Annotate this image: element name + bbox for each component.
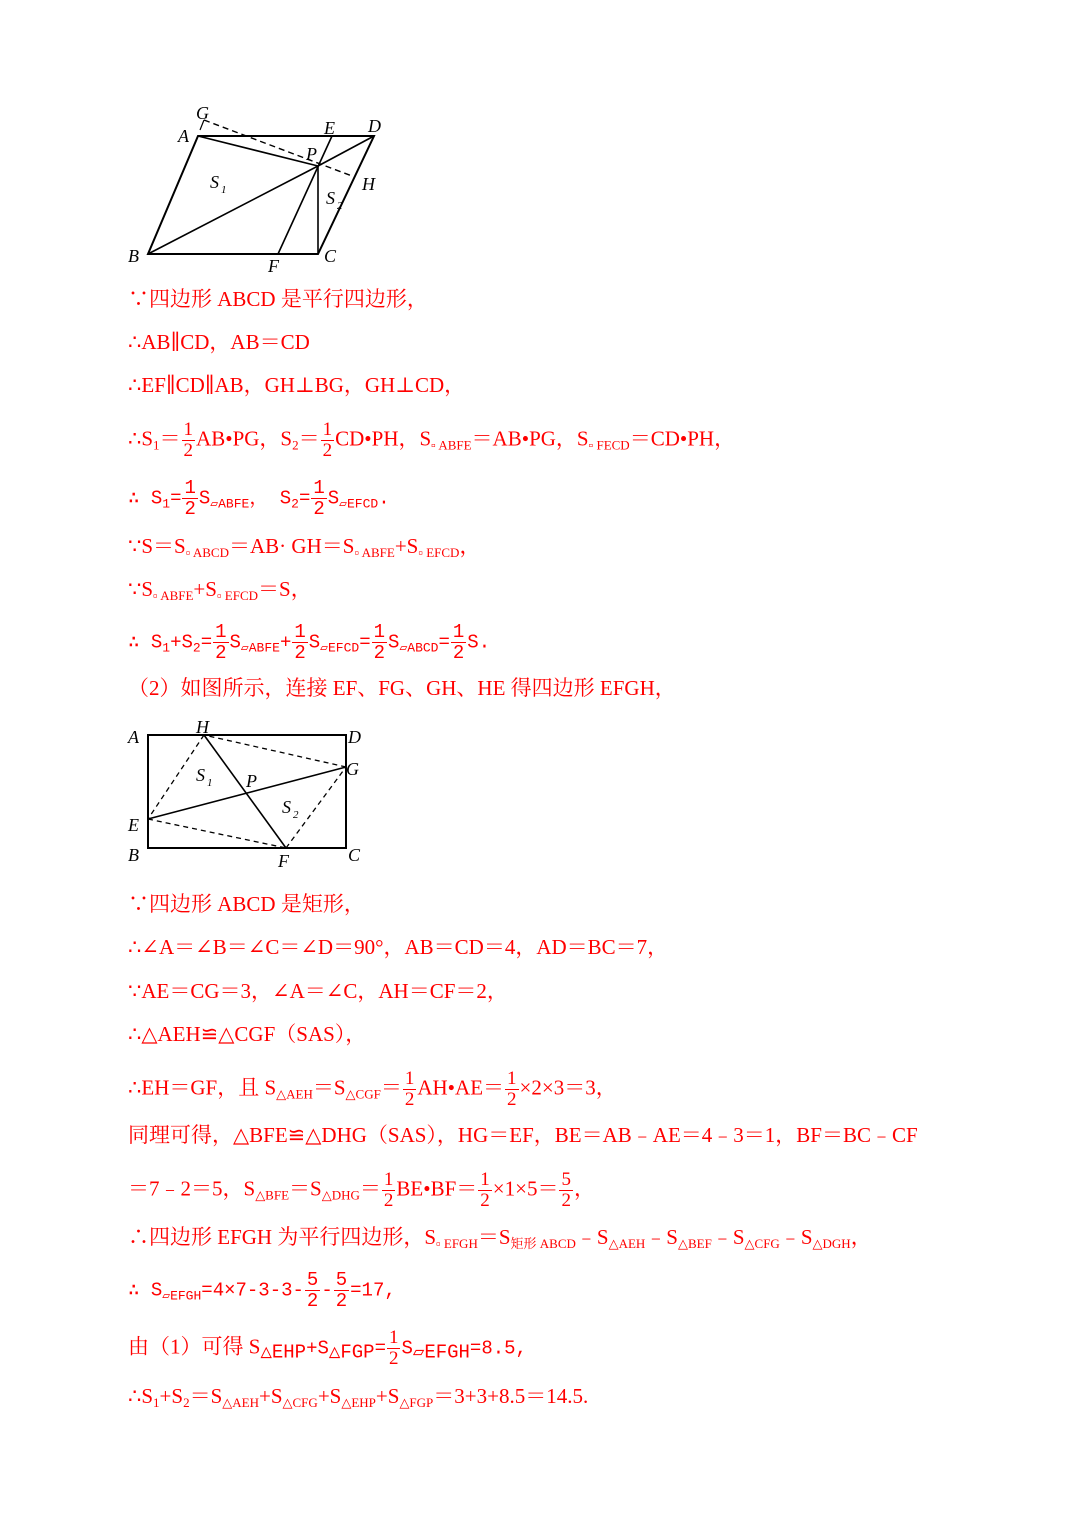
- formula-part: 矩形 ABCD: [510, 1236, 576, 1251]
- formula-part: 2: [292, 437, 299, 453]
- dashed-segment-ef: [148, 819, 286, 848]
- formula-part: ∴ S: [128, 487, 163, 510]
- line-13: [128, 1019, 366, 1049]
- label-a: A: [178, 126, 189, 146]
- formula-part: ▫ EFGH: [436, 1236, 478, 1251]
- fraction: [311, 478, 326, 519]
- formula-part: 1: [507, 1068, 517, 1089]
- line-8: [128, 622, 490, 664]
- formula-part: 5: [306, 1269, 319, 1291]
- formula-part: ＝: [159, 426, 181, 451]
- formula-part: 1: [383, 1169, 394, 1190]
- formula-part: ﹣S: [645, 1225, 678, 1249]
- fraction: [387, 1328, 401, 1369]
- label-s1: S: [196, 765, 205, 785]
- formula-part: S: [198, 487, 211, 510]
- formula-part: 2: [183, 440, 194, 461]
- line-11: [128, 932, 668, 962]
- label-d: D: [348, 727, 361, 747]
- fraction: [505, 1069, 519, 1110]
- line-12: [128, 976, 508, 1006]
- formula-part: ▫ ABFE: [354, 545, 395, 560]
- formula-part: ＝: [380, 1075, 402, 1100]
- formula-part: S: [308, 631, 321, 654]
- segment-ef: [278, 136, 332, 254]
- formula-part: △CFG: [744, 1236, 780, 1251]
- formula-part: ＝: [298, 426, 320, 451]
- formula-part: +S: [258, 1384, 283, 1408]
- formula-part: 2: [383, 1190, 394, 1211]
- fraction: [478, 1170, 492, 1211]
- formula-part: +S: [317, 1384, 342, 1408]
- formula-part: =: [359, 631, 371, 654]
- formula-part: 1: [322, 419, 333, 440]
- fraction: [334, 1270, 349, 1311]
- label-b: B: [128, 246, 139, 266]
- fraction: [292, 622, 307, 663]
- formula-part: ▱EFGH: [412, 1341, 470, 1364]
- formula-part: ▱EFCD: [339, 496, 379, 512]
- formula-part: 2: [306, 1290, 319, 1312]
- formula-part: ∴ S: [128, 631, 163, 654]
- formula-part: 2: [335, 1290, 348, 1312]
- formula-part: ×2×3＝3，: [519, 1075, 617, 1100]
- formula-part: =: [170, 487, 182, 510]
- formula-part: ＝: [359, 1176, 381, 1201]
- formula-part: +S: [394, 534, 419, 558]
- formula-part: 5: [561, 1169, 571, 1190]
- formula-part: AH•AE＝: [417, 1075, 505, 1100]
- formula-part: +S: [375, 1384, 400, 1408]
- label-s2-sub: 2: [337, 200, 343, 212]
- fraction: [382, 1170, 396, 1211]
- figure-parallelogram: [120, 100, 400, 280]
- label-s2: S: [326, 188, 335, 208]
- formula-part: ∴S: [128, 426, 154, 451]
- label-s1-sub: 1: [221, 184, 227, 196]
- line-20: [128, 1381, 588, 1418]
- formula-part: ，: [573, 1176, 595, 1201]
- line-1-text: ∵四边形 ABCD 是平行四边形，: [128, 287, 428, 311]
- formula-part: ＝S: [189, 1384, 223, 1408]
- formula-part: ▫ ABFE: [431, 437, 472, 453]
- fraction: [182, 478, 197, 519]
- formula-part: 2: [322, 440, 333, 461]
- label-s2-sub: 2: [293, 809, 299, 821]
- label-e: E: [128, 815, 139, 835]
- formula-part: 1: [294, 621, 306, 643]
- formula-part: ＝S: [289, 1176, 322, 1201]
- formula-part: ▫ EFCD: [216, 588, 259, 603]
- formula-part: +: [279, 631, 292, 654]
- formula-part: △EHP: [260, 1341, 307, 1364]
- label-h: H: [362, 174, 375, 194]
- line-9-text: （2）如图所示，连接 EF、FG、GH、HE 得四边形 EFGH，: [128, 676, 676, 700]
- formula-part: =: [200, 631, 213, 654]
- label-g: G: [196, 103, 209, 123]
- formula-part: △AEH: [222, 1395, 259, 1410]
- formula-part: 1: [373, 621, 386, 643]
- label-b: B: [128, 845, 139, 865]
- formula-part: △BEF: [678, 1236, 712, 1251]
- formula-part: =: [298, 487, 311, 510]
- formula-part: S: [388, 631, 400, 654]
- label-h: H: [196, 717, 209, 737]
- line-10-text: ∵四边形 ABCD 是矩形，: [128, 892, 365, 916]
- label-d: D: [368, 116, 381, 136]
- line-4: [128, 420, 735, 461]
- formula-part: △AEH: [608, 1236, 646, 1251]
- formula-part: +S: [306, 1337, 329, 1360]
- formula-part: ＝S: [312, 1075, 346, 1100]
- label-s1: S: [210, 172, 219, 192]
- formula-part: S: [401, 1337, 413, 1360]
- figure-rectangle: [120, 715, 370, 875]
- formula-part: =: [374, 1337, 386, 1360]
- formula-part: 2: [291, 496, 299, 512]
- label-p: P: [246, 771, 257, 791]
- formula-part: ▱ABFE: [240, 640, 280, 656]
- formula-part: △AEH: [276, 1086, 313, 1102]
- line-3-text: ∴EF∥CD∥AB，GH⊥BG，GH⊥CD，: [128, 373, 466, 397]
- formula-part: ▱EFCD: [320, 640, 360, 656]
- line-16: [128, 1170, 595, 1211]
- line-18: [128, 1270, 396, 1312]
- formula-part: 1: [388, 1327, 399, 1348]
- formula-part: 2: [192, 640, 201, 656]
- segment-hf: [204, 735, 286, 848]
- formula-part: ＝CD•PH，: [629, 426, 736, 451]
- line-9: [128, 673, 676, 703]
- fraction: [372, 622, 387, 663]
- formula-part: =: [438, 631, 450, 654]
- label-c: C: [324, 246, 337, 266]
- line-2: [128, 327, 310, 357]
- label-f: F: [268, 256, 279, 276]
- label-c: C: [348, 845, 361, 865]
- formula-part: ∵S: [128, 577, 154, 601]
- formula-part: 1: [184, 477, 196, 499]
- dashed-segment-fg: [286, 767, 346, 848]
- fraction: [403, 1069, 417, 1110]
- label-s2: S: [282, 797, 291, 817]
- formula-part: △DGH: [812, 1236, 851, 1251]
- formula-part: +S: [159, 1384, 184, 1408]
- segment-ap: [198, 136, 318, 166]
- parallelogram-diagram: [120, 100, 400, 280]
- label-e: E: [324, 118, 335, 138]
- line-10: [128, 889, 365, 919]
- line-5: [128, 478, 390, 520]
- formula-part: 1: [162, 640, 171, 656]
- formula-part: ∴EH＝GF，且 S: [128, 1075, 277, 1100]
- formula-part: △FGP: [328, 1341, 375, 1364]
- formula-part: ﹣S: [779, 1225, 813, 1249]
- formula-part: BE•BF＝: [396, 1176, 478, 1201]
- rectangle-abcd-outline: [148, 735, 346, 848]
- formula-part: 1: [153, 1395, 160, 1410]
- formula-part: △CFG: [282, 1395, 318, 1410]
- line-15-text: 同理可得，△BFE≌△DHG（SAS），HG＝EF，BE＝AB﹣AE＝4﹣3＝1，BF＝BC﹣CF: [128, 1123, 918, 1147]
- formula-part: 由（1）可得 S: [128, 1334, 261, 1359]
- formula-part: 1: [452, 621, 465, 643]
- segment-pd: [318, 136, 374, 166]
- formula-part: -: [321, 1279, 333, 1302]
- formula-part: 2: [183, 1395, 190, 1410]
- label-s1-sub: 1: [207, 777, 213, 789]
- formula-part: +S: [170, 631, 193, 654]
- label-a: A: [128, 727, 139, 747]
- formula-part: △EHP: [341, 1395, 376, 1410]
- dashed-segment-gh: [204, 735, 346, 767]
- formula-part: ＝S，: [258, 577, 312, 601]
- formula-part: ▫ EFCD: [418, 545, 460, 560]
- formula-part: CD•PH，S: [335, 426, 432, 451]
- formula-part: ▫ ABCD: [185, 545, 229, 560]
- formula-part: S.: [467, 631, 491, 654]
- line-17: [128, 1222, 872, 1259]
- formula-part: ﹣S: [575, 1225, 609, 1249]
- formula-part: .: [378, 487, 390, 510]
- formula-part: 1: [313, 477, 325, 499]
- formula-part: 2: [313, 498, 325, 520]
- formula-part: ＝3+3+8.5＝14.5.: [433, 1384, 589, 1408]
- formula-part: ，: [459, 534, 481, 558]
- formula-part: +S: [193, 577, 217, 601]
- fraction: [305, 1270, 320, 1311]
- formula-part: S: [229, 631, 241, 654]
- fraction: [213, 622, 228, 663]
- formula-part: AB•PG，S: [196, 426, 293, 451]
- line-2-text: ∴AB∥CD，AB＝CD: [128, 330, 310, 354]
- formula-part: ，: [850, 1225, 872, 1249]
- fraction: [182, 420, 196, 461]
- formula-part: 2: [388, 1348, 399, 1369]
- formula-part: ＝AB•PG，S: [471, 426, 589, 451]
- formula-part: 2: [184, 498, 196, 520]
- formula-part: 2: [480, 1190, 490, 1211]
- formula-part: ∵S＝S: [128, 534, 186, 558]
- formula-part: ▱ABFE: [210, 496, 250, 512]
- formula-part: ▱ABCD: [399, 640, 439, 656]
- formula-part: ▫ ABFE: [153, 588, 194, 603]
- formula-part: 2: [215, 642, 227, 664]
- line-6: [128, 531, 480, 568]
- line-12-text: ∵AE＝CG＝3，∠A＝∠C，AH＝CF＝2，: [128, 979, 508, 1003]
- segment-bp: [148, 166, 318, 254]
- formula-part: ＝S: [477, 1225, 511, 1249]
- formula-part: ∴S: [128, 1384, 154, 1408]
- formula-part: ∴ S: [128, 1279, 163, 1302]
- formula-part: ＝AB· GH＝S: [229, 534, 355, 558]
- formula-part: 1: [404, 1068, 415, 1089]
- fraction: [451, 622, 466, 663]
- formula-part: 2: [294, 642, 306, 664]
- formula-part: =17,: [350, 1279, 396, 1302]
- fraction: [321, 420, 335, 461]
- line-7: [128, 574, 312, 611]
- formula-part: 2: [373, 642, 386, 664]
- line-3: [128, 370, 465, 400]
- formula-part: △BFE: [255, 1187, 290, 1203]
- formula-part: ∴四边形 EFGH 为平行四边形，S: [128, 1225, 437, 1249]
- formula-part: 2: [507, 1089, 517, 1110]
- label-p: P: [306, 144, 317, 164]
- formula-part: 2: [404, 1089, 415, 1110]
- formula-part: 1: [153, 437, 160, 453]
- line-11-text: ∴∠A＝∠B＝∠C＝∠D＝90°，AB＝CD＝4，AD＝BC＝7，: [128, 935, 669, 959]
- formula-part: S: [327, 487, 340, 510]
- formula-part: =4×7-3-3-: [201, 1279, 304, 1302]
- formula-part: 5: [335, 1269, 348, 1291]
- label-f: F: [278, 851, 289, 871]
- formula-part: 1: [162, 496, 171, 512]
- rectangle-diagram: [120, 715, 370, 875]
- line-19: [128, 1328, 527, 1369]
- formula-part: △CGF: [345, 1086, 381, 1102]
- formula-part: =8.5,: [469, 1337, 527, 1360]
- formula-part: ×1×5＝: [492, 1176, 559, 1201]
- line-15: [128, 1120, 918, 1150]
- formula-part: ▱EFGH: [162, 1288, 202, 1304]
- formula-part: 1: [480, 1169, 490, 1190]
- label-g: G: [346, 759, 359, 779]
- formula-part: 2: [452, 642, 465, 664]
- formula-part: ﹣S: [711, 1225, 745, 1249]
- line-1: [128, 284, 428, 314]
- formula-part: △DHG: [321, 1187, 360, 1203]
- formula-part: ＝7﹣2＝5，S: [128, 1176, 256, 1201]
- formula-part: △FGP: [399, 1395, 434, 1410]
- formula-part: 2: [561, 1190, 571, 1211]
- formula-part: ， S: [249, 487, 292, 510]
- line-13-text: ∴△AEH≌△CGF（SAS），: [128, 1022, 367, 1046]
- fraction: [559, 1170, 573, 1211]
- formula-part: ▫ FECD: [588, 437, 630, 453]
- line-14: [128, 1069, 617, 1110]
- formula-part: 1: [215, 621, 227, 643]
- formula-part: 1: [183, 419, 194, 440]
